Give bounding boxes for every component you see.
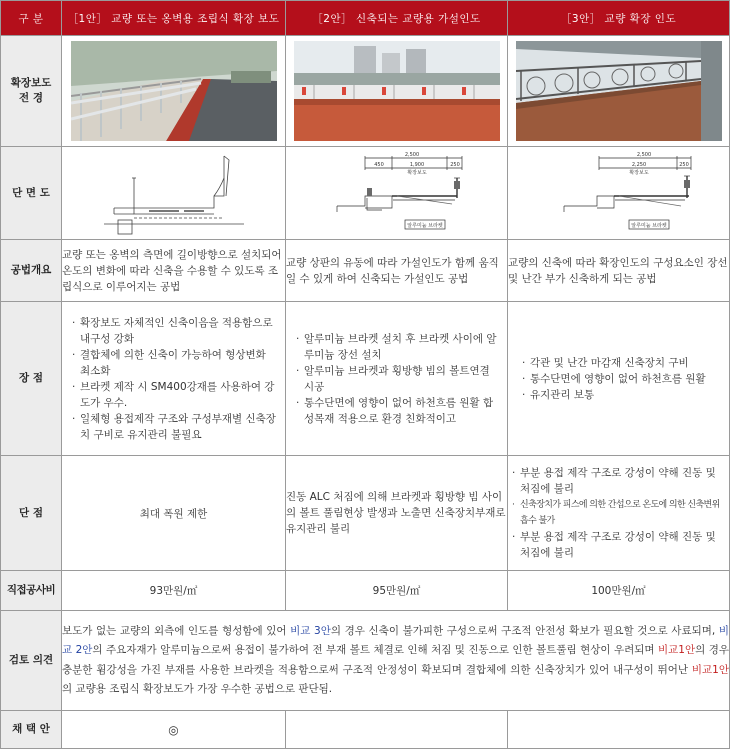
view-row (1, 36, 730, 147)
cons-row (1, 456, 730, 571)
view-photo-option1 (62, 36, 286, 147)
cons-option1: 최대 폭원 제한 (62, 456, 286, 571)
section-drawing-1 (74, 148, 274, 238)
pros-option2 (286, 302, 508, 456)
pros-label: 장 점 (1, 302, 62, 456)
overview-label: 공법개요 (1, 240, 62, 302)
overview-option2: 교량 상판의 유동에 따라 가설인도가 함께 움직일 수 있게 하여 신축되는 가설인도 공법 (286, 240, 508, 302)
pros-option1 (62, 302, 286, 456)
overview-row (1, 240, 730, 302)
cons-label: 단 점 (1, 456, 62, 571)
list-item: · 부분 용접 제작 구조로 강성이 약해 진동 및 처짐에 불리 (512, 465, 723, 497)
list-item: · 부분 용접 제작 구조로 강성이 약해 진동 및 처짐에 불리 (512, 529, 723, 561)
adopt-option1: ◎ (62, 711, 286, 749)
section-drawing-3 (519, 148, 719, 238)
review-highlight-option1: 비교1안 (691, 663, 729, 676)
adopt-label: 채 택 안 (1, 711, 62, 749)
cost-option3: 100만원/㎡ (508, 571, 730, 611)
review-segment: 의 경우 충분한 휨강성을 가진 부재를 사용한 브라켓을 적용함으로써 구조적 안정성이 확보되며 결합체에 의한 신축장치가 있어 내구성이 뛰어난 (62, 644, 729, 676)
option2-walkway-label: 확장보도 (406, 170, 427, 176)
header-option3: ［3안］ 교량 확장 인도 (508, 1, 730, 36)
option2-right-dim: 250 (449, 162, 460, 168)
list-item: · 확장보도 자체적인 신축이음을 적용함으로 내구성 강화 (72, 315, 279, 347)
option2-mid-dim: 1,900 (409, 162, 424, 168)
adopt-option2 (286, 711, 508, 749)
option3-bracket-label: 알루미늄 브라켓 (630, 223, 667, 229)
review-text (62, 611, 730, 711)
list-item: · 통수단면에 영향이 없어 하천흐름 원활 (522, 371, 723, 387)
pros-option3 (508, 302, 730, 456)
cost-option1: 93만원/㎡ (62, 571, 286, 611)
section-drawing-option2 (286, 147, 508, 240)
adopt-row (1, 711, 730, 749)
header-option1: ［1안］ 교량 또는 옹벽용 조립식 확장 보도 (62, 1, 286, 36)
review-segment: 의 교량용 조립식 확장보도가 가장 우수한 공법으로 판단됨. (62, 683, 333, 695)
list-item: · 브라켓 제작 시 SM400강재를 사용하여 강도가 우수. (72, 379, 279, 411)
view-photo-option2 (286, 36, 508, 147)
section-drawing-option1 (62, 147, 286, 240)
pros-row (1, 302, 730, 456)
cost-option2: 95만원/㎡ (286, 571, 508, 611)
cons-option3 (508, 456, 730, 571)
view-label: 확장보도 전 경 (1, 36, 62, 147)
section-drawing-2 (297, 148, 497, 238)
list-item: · 일체형 용접제작 구조와 구성부재별 신축장치 구비로 유지관리 불필요 (72, 411, 279, 443)
overview-option3: 교량의 신축에 따라 확장인도의 구성요소인 장선 및 난간 부가 신축하게 되는 공법 (508, 240, 730, 302)
adopt-option3 (508, 711, 730, 749)
review-segment: 의 경우 신축이 불가피한 구성으로써 구조적 안전성 확보가 필요할 것으로 사료되며, (330, 624, 719, 637)
cost-row (1, 571, 730, 611)
header-option2: ［2안］ 신축되는 교량용 가설인도 (286, 1, 508, 36)
section-row (1, 147, 730, 240)
walkway-photo-1 (71, 41, 277, 141)
list-item: · 신축장치가 피스에 의한 간섭으로 온도에 의한 신축변위 흡수 불가 (512, 497, 723, 529)
list-item: · 각관 및 난간 마감재 신축장치 구비 (522, 355, 723, 371)
cost-label: 직접공사비 (1, 571, 62, 611)
review-highlight-option2: 비교 2안 (62, 624, 729, 656)
list-item: · 결합체에 의한 신축이 가능하여 형상변화 최소화 (72, 347, 279, 379)
header-row (1, 1, 730, 36)
review-highlight-option1: 비교1안 (658, 644, 696, 656)
option3-mid-dim: 2,250 (631, 162, 646, 168)
section-label: 단 면 도 (1, 147, 62, 240)
review-segment: 의 주요자재가 알루미늄으로써 용접이 불가하여 전 부재 볼트 체결로 인해 처짐 및 진동으로 인한 볼트풀림 현상이 우려되며 (92, 644, 658, 656)
review-highlight-option3: 비교 3안 (290, 624, 331, 637)
option2-bracket-label: 알루미늄 브라켓 (406, 223, 443, 229)
review-label: 검토 의견 (1, 611, 62, 711)
header-category: 구 분 (1, 1, 62, 36)
list-item: · 통수단면에 영향이 없어 하천흐름 원활 합성목재 적용으로 환경 친화적이고 (296, 395, 501, 427)
walkway-photo-2 (294, 41, 500, 141)
overview-option1: 교량 또는 옹벽의 측면에 길이방향으로 설치되어 온도의 변화에 따라 신축을 수용할 수 있도록 조립식으로 이루어지는 공법 (62, 240, 286, 302)
review-segment: 보도가 없는 교량의 외측에 인도를 형성함에 있어 (62, 624, 291, 637)
review-row (1, 611, 730, 711)
list-item: · 알루미늄 브라켓 설치 후 브라켓 사이에 알루미늄 장선 설치 (296, 331, 501, 363)
option2-total-dim: 2,500 (404, 152, 419, 158)
view-photo-option3 (508, 36, 730, 147)
option2-left-dim: 450 (373, 162, 384, 168)
list-item: · 유지관리 보통 (522, 387, 723, 403)
option3-right-dim: 250 (678, 162, 689, 168)
option3-walkway-label: 확장보도 (628, 170, 649, 176)
cons-option2: 진동 ALC 처짐에 의해 브라켓과 횡방향 빔 사이의 볼트 풀림현상 발생과 노출면 신축장치부재로 유지관리 불리 (286, 456, 508, 571)
walkway-photo-3 (516, 41, 722, 141)
section-drawing-option3 (508, 147, 730, 240)
list-item: · 알루미늄 브라켓과 횡방향 빔의 볼트연결 시공 (296, 363, 501, 395)
option3-total-dim: 2,500 (636, 152, 651, 158)
